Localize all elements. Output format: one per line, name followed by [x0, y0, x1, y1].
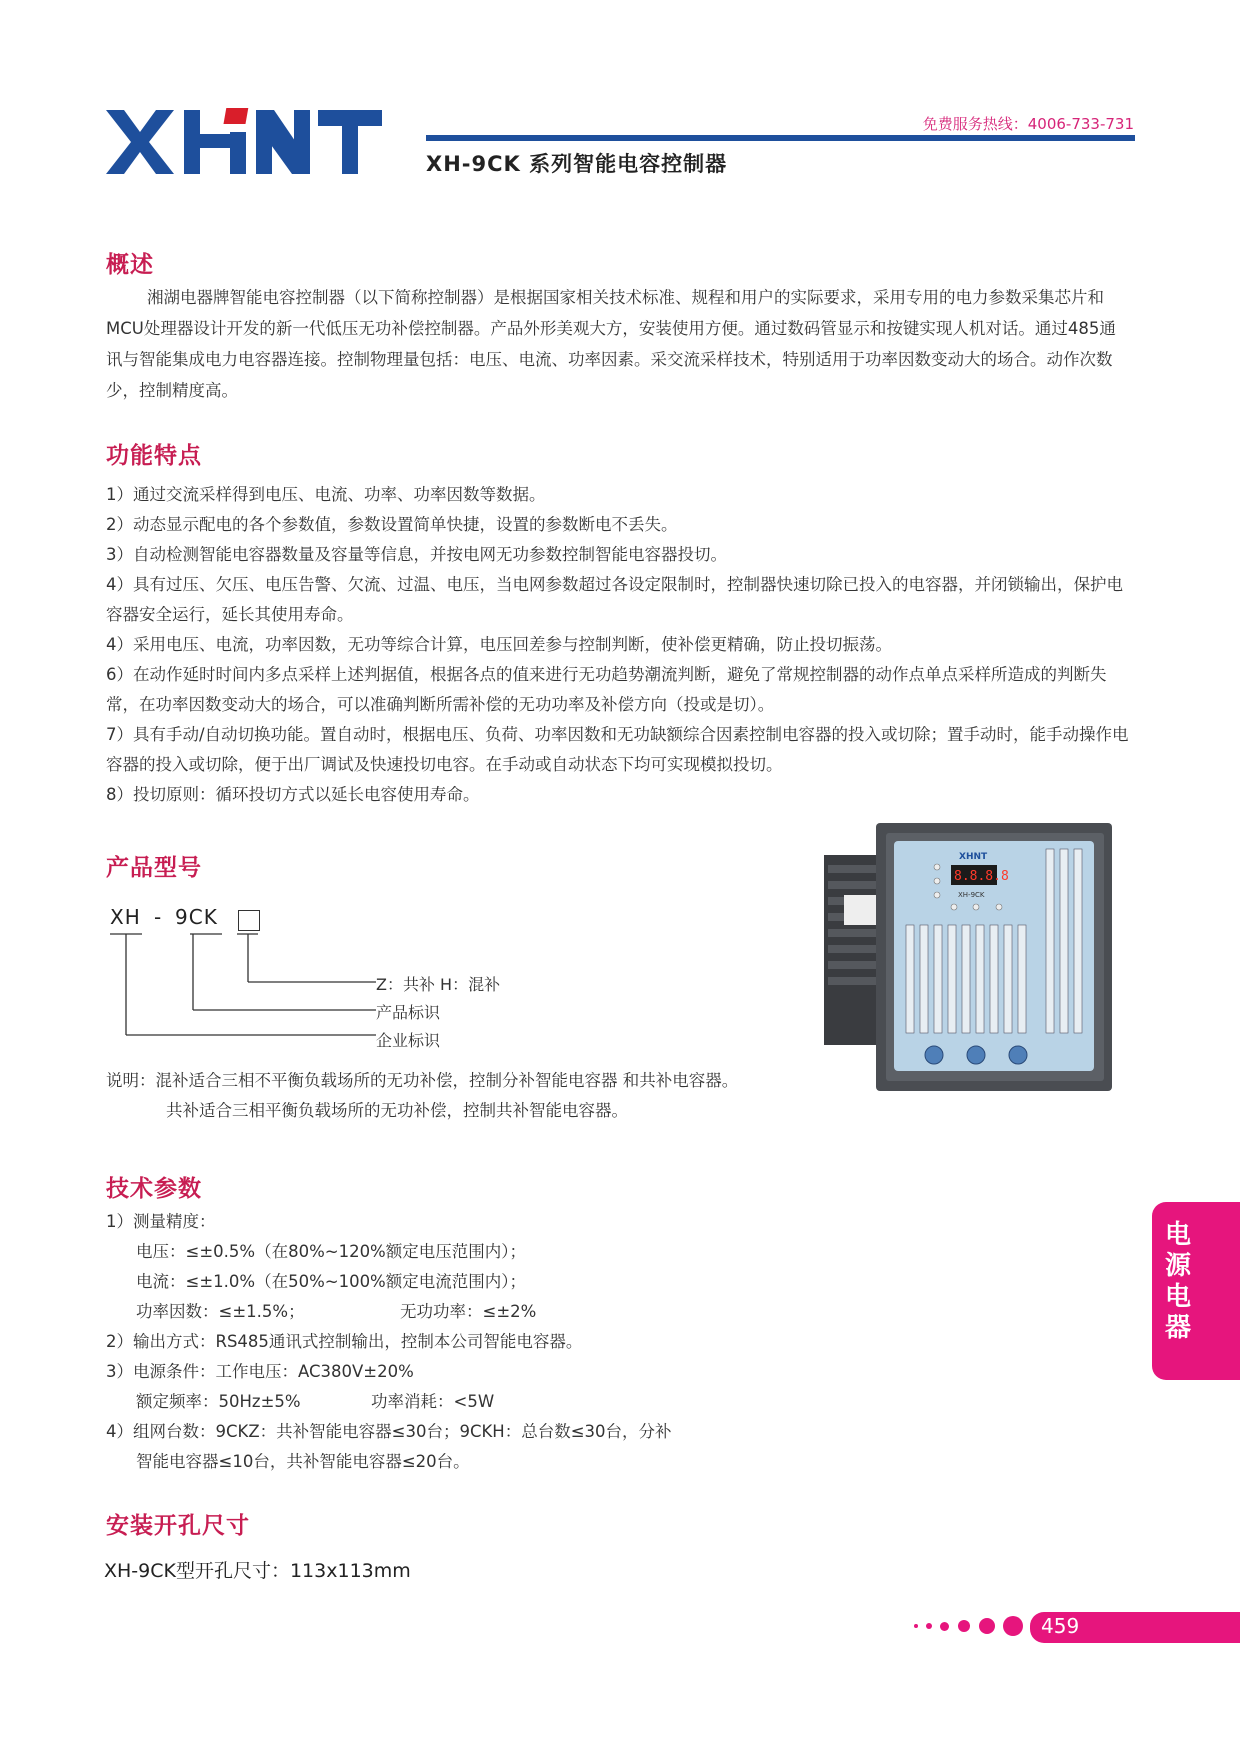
feature-item: 8）投切原则：循环投切方式以延长电容使用寿命。 [106, 785, 480, 804]
product-photo [824, 815, 1114, 1095]
features-list [106, 480, 1136, 810]
tech-line: 功率消耗：<5W [371, 1392, 495, 1411]
device-display: 8.8.8.8 [954, 869, 1009, 884]
model-label-product: 产品标识 [376, 1003, 441, 1022]
feature-item: 6）在动作延时时间内多点采样上述判据值，根据各点的值来进行无功趋势潮流判断，避免了常规控制器的动作点单点采样所造成的判断失常，在功率因数变动大的场合，可以准确判断所需补偿的无功功率及补偿方向（投或是切）。 [106, 665, 1107, 714]
category-side-tab-label: 电源电器 [1164, 1220, 1191, 1343]
tech-line: 功率因数：≤±1.5%； [136, 1302, 305, 1321]
tech-line: 电压：≤±0.5%（在80%~120%额定电压范围内）； [136, 1242, 526, 1261]
model-code-prefix: XH [110, 905, 141, 929]
model-note-1: 说明：混补适合三相不平衡负载场所的无功补偿，控制分补智能电容器 和共补电容器。 [106, 1071, 739, 1090]
hotline-text: 免费服务热线：4006-733-731 [922, 115, 1134, 133]
features-heading: 功能特点 [106, 443, 202, 469]
feature-item: 1）通过交流采样得到电压、电流、功率、功率因数等数据。 [106, 485, 546, 504]
page-title: XH-9CK 系列智能电容控制器 [426, 152, 728, 176]
tech-line: 1）测量精度： [106, 1212, 216, 1231]
tech-line: 额定频率：50Hz±5% [136, 1392, 301, 1411]
model-note-2: 共补适合三相平衡负载场所的无功补偿，控制共补智能电容器。 [166, 1101, 628, 1120]
tech-line: 无功功率：≤±2% [400, 1302, 537, 1321]
logo-mark [104, 104, 384, 176]
page-number: 459 [1041, 1614, 1080, 1638]
tech-line: 4）组网台数：9CKZ：共补智能电容器≤30台；9CKH：总台数≤30台，分补 [106, 1422, 672, 1441]
model-label-company: 企业标识 [376, 1031, 441, 1050]
tech-line: 智能电容器≤10台，共补智能电容器≤20台。 [136, 1452, 470, 1471]
device-brand: XHNT [959, 852, 988, 862]
tech-line: 电流：≤±1.0%（在50%~100%额定电流范围内）； [136, 1272, 526, 1291]
header-rule [426, 135, 1135, 141]
tech-line: 3）电源条件：工作电压：AC380V±20% [106, 1362, 414, 1381]
feature-item: 3）自动检测智能电容器数量及容量等信息，并按电网无功参数控制智能电容器投切。 [106, 545, 727, 564]
model-heading: 产品型号 [106, 855, 202, 881]
model-code-dash: - [154, 905, 163, 929]
feature-item: 2）动态显示配电的各个参数值，参数设置简单快捷，设置的参数断电不丢失。 [106, 515, 678, 534]
overview-paragraph: 湘湖电器牌智能电容控制器（以下简称控制器）是根据国家相关技术标准、规程和用户的实际要求，采用专用的电力参数采集芯片和MCU处理器设计开发的新一代低压无功补偿控制器。产品外形美观大方，安装使用方便。通过数码管显示和按键实现人机对话。通过485通讯与智能集成电力电容器连接。控制物理量包括：电压、电流、功率因素。采交流采样技术，特别适用于功率因数变动大的场合。动作次数少，控制精度高。 [106, 288, 1116, 400]
overview-heading: 概述 [106, 252, 154, 278]
feature-item: 4）采用电压、电流，功率因数，无功等综合计算，电压回差参与控制判断，使补偿更精确，防止投切振荡。 [106, 635, 892, 654]
install-text: XH-9CK型开孔尺寸：113x113mm [104, 1560, 411, 1582]
tech-line: 2）输出方式：RS485通讯式控制输出，控制本公司智能电容器。 [106, 1332, 583, 1351]
feature-item: 7）具有手动/自动切换功能。置自动时，根据电压、负荷、功率因数和无功缺额综合因素控制电容器的投入或切除；置手动时，能手动操作电容器的投入或切除，便于出厂调试及快速投切电容。在手动或自动状态下均可实现模拟投切。 [106, 725, 1129, 774]
device-model: XH-9CK [958, 891, 985, 899]
model-label-type: Z：共补 H：混补 [376, 975, 501, 994]
model-code-diagram [100, 930, 380, 1040]
model-code-series: 9CK [175, 905, 218, 929]
model-code-placeholder-box [238, 910, 260, 931]
feature-item: 4）具有过压、欠压、电压告警、欠流、过温、电压，当电网参数超过各设定限制时，控制器快速切除已投入的电容器，并闭锁输出，保护电容器安全运行，延长其使用寿命。 [106, 575, 1123, 624]
tech-heading: 技术参数 [106, 1176, 202, 1202]
install-heading: 安装开孔尺寸 [106, 1513, 250, 1539]
brand-logo [104, 104, 384, 176]
